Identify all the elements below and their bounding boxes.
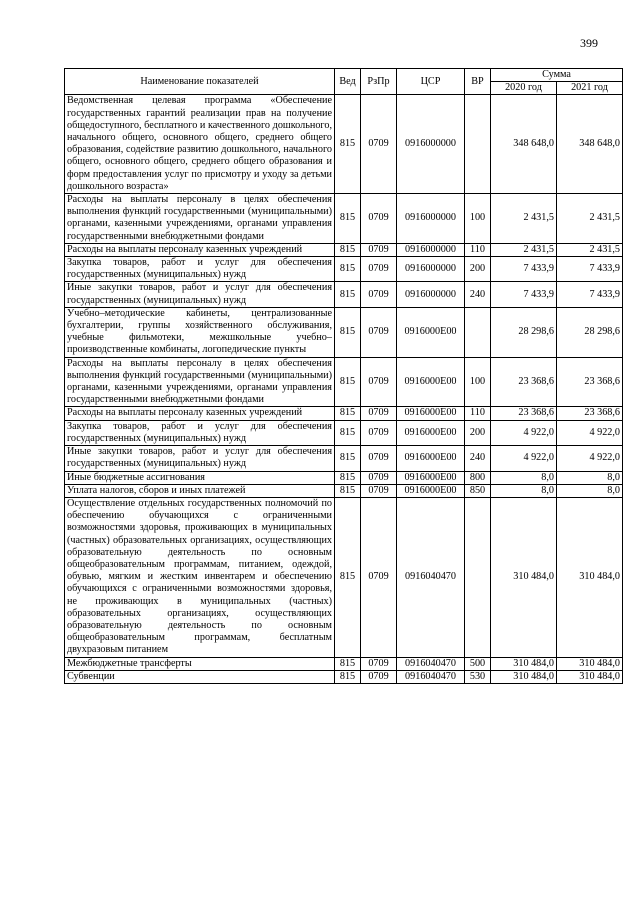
cell-rzpr: 0709 (361, 243, 397, 256)
cell-csr: 0916000000 (397, 95, 465, 194)
table-row (65, 194, 623, 244)
header-sum: Сумма (491, 69, 623, 82)
cell-csr: 0916000000 (397, 243, 465, 256)
table-row (65, 497, 623, 657)
cell-ved: 815 (335, 420, 361, 445)
cell-csr: 0916000Е00 (397, 307, 465, 357)
cell-ved: 815 (335, 257, 361, 282)
table-row (65, 420, 623, 445)
cell-vr: 200 (465, 420, 491, 445)
cell-y2021: 7 433,9 (557, 282, 623, 307)
table-row (65, 657, 623, 670)
cell-y2020: 28 298,6 (491, 307, 557, 357)
cell-vr (465, 307, 491, 357)
cell-name: Иные закупки товаров, работ и услуг для обеспечения государственных (муниципальных) нужд (65, 282, 335, 307)
cell-csr: 0916000000 (397, 257, 465, 282)
table-row (65, 307, 623, 357)
cell-name: Расходы на выплаты персоналу казенных учреждений (65, 407, 335, 420)
cell-y2021: 23 368,6 (557, 407, 623, 420)
cell-vr: 110 (465, 243, 491, 256)
cell-y2021: 310 484,0 (557, 497, 623, 657)
cell-y2020: 23 368,6 (491, 407, 557, 420)
page-number: 399 (580, 36, 598, 50)
cell-vr: 500 (465, 657, 491, 670)
table-row (65, 243, 623, 256)
cell-ved: 815 (335, 484, 361, 497)
cell-name: Учебно–методические кабинеты, централизованные бухгалтерии, группы хозяйственного обслуживания, учебные фильмотеки, межшкольные учебно–производственные комбинаты, логопедические пункты (65, 307, 335, 357)
cell-y2021: 7 433,9 (557, 257, 623, 282)
header-vr: ВР (465, 69, 491, 95)
cell-name: Иные закупки товаров, работ и услуг для обеспечения государственных (муниципальных) нужд (65, 446, 335, 471)
cell-ved: 815 (335, 194, 361, 244)
cell-vr: 200 (465, 257, 491, 282)
cell-y2020: 8,0 (491, 484, 557, 497)
cell-csr: 0916040470 (397, 657, 465, 670)
cell-csr: 0916000000 (397, 282, 465, 307)
cell-y2020: 310 484,0 (491, 670, 557, 683)
table-row (65, 471, 623, 484)
table-row (65, 407, 623, 420)
cell-csr: 0916000Е00 (397, 484, 465, 497)
cell-vr (465, 497, 491, 657)
header-rzpr: РзПр (361, 69, 397, 95)
cell-name: Межбюджетные трансферты (65, 657, 335, 670)
cell-y2020: 4 922,0 (491, 446, 557, 471)
cell-rzpr: 0709 (361, 357, 397, 407)
cell-ved: 815 (335, 282, 361, 307)
budget-table (64, 68, 623, 684)
header-year-2020: 2020 год (491, 82, 557, 95)
cell-y2021: 2 431,5 (557, 243, 623, 256)
cell-vr: 240 (465, 282, 491, 307)
cell-csr: 0916000000 (397, 194, 465, 244)
cell-rzpr: 0709 (361, 657, 397, 670)
cell-y2021: 28 298,6 (557, 307, 623, 357)
cell-y2021: 310 484,0 (557, 670, 623, 683)
cell-csr: 0916000Е00 (397, 357, 465, 407)
cell-csr: 0916000Е00 (397, 407, 465, 420)
cell-vr: 240 (465, 446, 491, 471)
cell-name: Расходы на выплаты персоналу в целях обеспечения выполнения функций государственными (муниципальными) органами, казенными учреждениями, органами управления государственными внебюджетными фондами (65, 357, 335, 407)
cell-y2020: 7 433,9 (491, 282, 557, 307)
cell-rzpr: 0709 (361, 307, 397, 357)
cell-vr (465, 95, 491, 194)
cell-name: Расходы на выплаты персоналу в целях обеспечения выполнения функций государственными (муниципальными) органами, казенными учреждениями, органами управления государственными внебюджетными фондами (65, 194, 335, 244)
cell-y2021: 23 368,6 (557, 357, 623, 407)
table-row (65, 282, 623, 307)
header-csr: ЦСР (397, 69, 465, 95)
cell-y2020: 7 433,9 (491, 257, 557, 282)
cell-y2021: 8,0 (557, 484, 623, 497)
cell-csr: 0916040470 (397, 670, 465, 683)
header-year-2021: 2021 год (557, 82, 623, 95)
cell-y2020: 310 484,0 (491, 657, 557, 670)
cell-name: Субвенции (65, 670, 335, 683)
cell-y2021: 2 431,5 (557, 194, 623, 244)
table-row (65, 670, 623, 683)
cell-ved: 815 (335, 446, 361, 471)
cell-csr: 0916000Е00 (397, 420, 465, 445)
cell-vr: 800 (465, 471, 491, 484)
cell-ved: 815 (335, 497, 361, 657)
cell-rzpr: 0709 (361, 670, 397, 683)
cell-name: Иные бюджетные ассигнования (65, 471, 335, 484)
cell-vr: 850 (465, 484, 491, 497)
cell-name: Уплата налогов, сборов и иных платежей (65, 484, 335, 497)
cell-rzpr: 0709 (361, 446, 397, 471)
cell-y2020: 348 648,0 (491, 95, 557, 194)
cell-ved: 815 (335, 407, 361, 420)
cell-rzpr: 0709 (361, 282, 397, 307)
cell-ved: 815 (335, 670, 361, 683)
table-row (65, 484, 623, 497)
cell-rzpr: 0709 (361, 95, 397, 194)
header-name: Наименование показателей (65, 69, 335, 95)
cell-y2020: 4 922,0 (491, 420, 557, 445)
cell-vr: 100 (465, 194, 491, 244)
cell-y2020: 310 484,0 (491, 497, 557, 657)
cell-name: Осуществление отдельных государственных полномочий по обеспечению обучающихся с ограниченными возможностями здоровья, проживающих в муниципальных (частных) образовательных организациях, осуществляющих образовательную деятельность по основным общеобразовательным программам, питанием, одеждой, обувью, мягким и жестким инвентарем и обеспечению обучающихся с ограниченными возможностями здоровья, не проживающих в муниципальных (частных) образовательных организациях, осуществляющих образовательную деятельность по основным общеобразовательным программам, бесплатным двухразовым питанием (65, 497, 335, 657)
cell-y2020: 8,0 (491, 471, 557, 484)
cell-y2021: 4 922,0 (557, 446, 623, 471)
table-row (65, 257, 623, 282)
table-body (65, 95, 623, 684)
cell-y2020: 23 368,6 (491, 357, 557, 407)
cell-ved: 815 (335, 243, 361, 256)
cell-ved: 815 (335, 657, 361, 670)
cell-csr: 0916000Е00 (397, 446, 465, 471)
cell-rzpr: 0709 (361, 194, 397, 244)
cell-y2020: 2 431,5 (491, 243, 557, 256)
cell-name: Расходы на выплаты персоналу казенных учреждений (65, 243, 335, 256)
cell-vr: 110 (465, 407, 491, 420)
cell-rzpr: 0709 (361, 471, 397, 484)
cell-rzpr: 0709 (361, 484, 397, 497)
cell-rzpr: 0709 (361, 497, 397, 657)
cell-ved: 815 (335, 357, 361, 407)
cell-name: Ведомственная целевая программа «Обеспечение государственных гарантий реализации прав на получение общедоступного, бесплатного и качественного дошкольного, начального общего, основного общего, среднего общего образования, содействие развитию дошкольного, начального общего, основного общего, среднего общего образования и форм предоставления услуг по присмотру и уходу за детьми дошкольного возраста» (65, 95, 335, 194)
cell-ved: 815 (335, 95, 361, 194)
cell-y2020: 2 431,5 (491, 194, 557, 244)
cell-rzpr: 0709 (361, 407, 397, 420)
cell-y2021: 4 922,0 (557, 420, 623, 445)
cell-y2021: 8,0 (557, 471, 623, 484)
cell-vr: 100 (465, 357, 491, 407)
cell-vr: 530 (465, 670, 491, 683)
table-header (65, 69, 623, 95)
cell-name: Закупка товаров, работ и услуг для обеспечения государственных (муниципальных) нужд (65, 420, 335, 445)
cell-ved: 815 (335, 307, 361, 357)
header-ved: Вед (335, 69, 361, 95)
table-row (65, 357, 623, 407)
cell-ved: 815 (335, 471, 361, 484)
cell-rzpr: 0709 (361, 257, 397, 282)
table-row (65, 95, 623, 194)
cell-csr: 0916000Е00 (397, 471, 465, 484)
cell-name: Закупка товаров, работ и услуг для обеспечения государственных (муниципальных) нужд (65, 257, 335, 282)
table-row (65, 446, 623, 471)
cell-y2021: 348 648,0 (557, 95, 623, 194)
cell-y2021: 310 484,0 (557, 657, 623, 670)
cell-rzpr: 0709 (361, 420, 397, 445)
cell-csr: 0916040470 (397, 497, 465, 657)
